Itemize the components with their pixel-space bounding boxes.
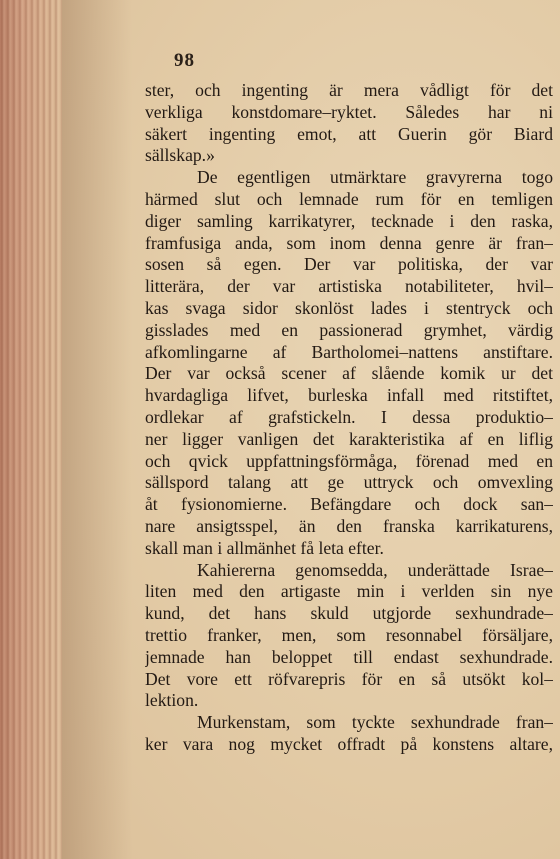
text-line: trettio franker, men, som resonnabel försäljare,	[145, 624, 553, 645]
text-line: Der var också scener af slående komik ur det	[145, 363, 553, 384]
text-line: lektion.	[145, 690, 199, 711]
text-line: säkert ingenting emot, att Guerin gör Biard	[145, 123, 553, 144]
text-line: ordlekar af grafstickeln. I dessa produktio–	[145, 406, 553, 427]
page-number: 98	[174, 50, 195, 71]
text-line: jemnade han beloppet till endast sexhundrade.	[145, 646, 553, 667]
text-line: kund, det hans skuld utgjorde sexhundrade–	[145, 603, 553, 624]
text-line: åt fysionomierne. Befängdare och dock san–	[145, 494, 553, 515]
text-line: sällspord talang att ge uttryck och omvexling	[145, 472, 553, 493]
text-line: Det vore ett röfvarepris för en så utsökt kol–	[145, 668, 553, 689]
text-line: liten med den artigaste min i verlden sin nye	[145, 581, 553, 602]
text-line: diger samling karrikatyrer, tecknade i den raska,	[145, 210, 553, 231]
text-line: hvardagliga lifvet, burleska infall med ritstiftet,	[145, 385, 553, 406]
gutter-shadow	[62, 0, 132, 859]
text-line: afkomlingarne af Bartholomei–nattens anstiftare.	[145, 341, 553, 362]
text-line: och qvick uppfattningsförmåga, förenad med en	[145, 450, 553, 471]
text-line: litterära, der var artistiska notabiliteter, hvil–	[145, 276, 553, 297]
text-line: framfusiga anda, som inom denna genre är fran–	[145, 232, 553, 253]
text-line: härmed slut och lemnade rum för en temligen	[145, 188, 553, 209]
text-line: kas svaga sidor skonlöst lades i stentryck och	[145, 297, 553, 318]
text-line: De egentligen utmärktare gravyrerna togo	[197, 167, 553, 188]
text-line: ster, och ingenting är mera vådligt för det	[145, 80, 553, 100]
text-line: verkliga konstdomare–ryktet. Således har ni	[145, 101, 553, 122]
page-text-block	[145, 80, 553, 756]
text-line: ner ligger vanligen det karakteristika af en liflig	[145, 428, 553, 449]
text-line: Kahiererna genomsedda, underättade Israe–	[197, 559, 553, 580]
text-line: sosen så egen. Der var politiska, der var	[145, 254, 553, 275]
text-line: ker vara nog mycket offradt på konstens altare,	[145, 733, 553, 754]
text-line: Murkenstam, som tyckte sexhundrade fran–	[197, 712, 553, 733]
text-line: gisslades med en passionerad grymhet, värdig	[145, 319, 553, 340]
text-line: nare ansigtsspel, än den franska karrikaturens,	[145, 515, 553, 536]
text-line: sällskap.»	[145, 145, 215, 166]
book-spine-edge	[0, 0, 62, 859]
text-line: skall man i allmänhet få leta efter.	[145, 537, 384, 558]
